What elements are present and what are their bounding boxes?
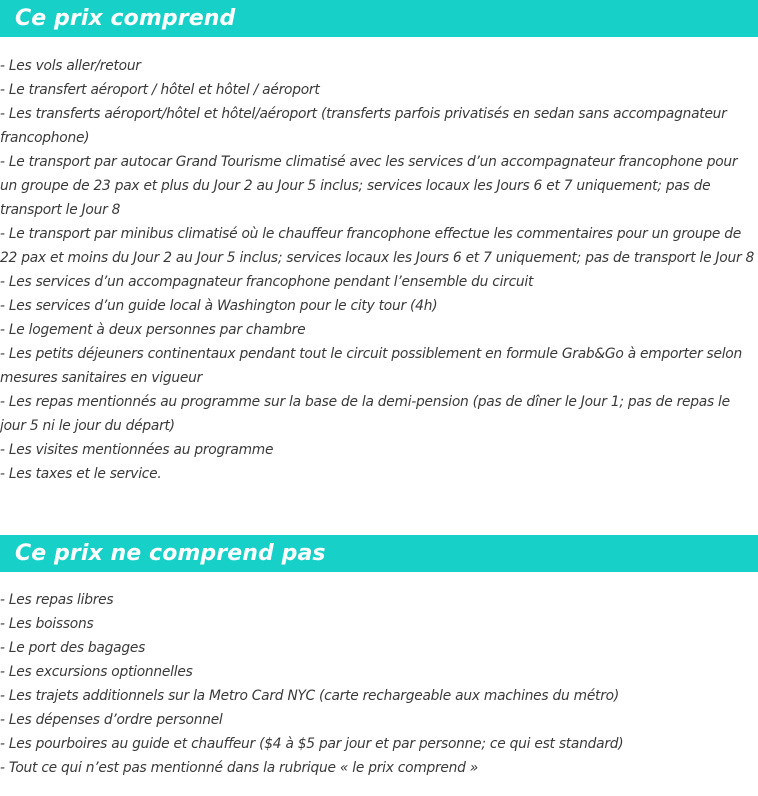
list-item: - Les transferts aéroport/hôtel et hôtel/aéroport (transferts parfois privatisés en sedan sans accompagnateur francophone) — [0, 106, 727, 146]
list-item: - Les taxes et le service. — [0, 466, 162, 482]
section-header-excludes — [0, 535, 758, 572]
list-item: - Les visites mentionnées au programme — [0, 442, 274, 458]
list-item: - Les repas mentionnés au programme sur la base de la demi-pension (pas de dîner le Jour 1; pas de repas le jour 5 ni le jour du départ) — [0, 394, 730, 434]
list-item: - Les vols aller/retour — [0, 58, 141, 74]
list-item: - Le transport par minibus climatisé où le chauffeur francophone effectue les commentaires pour un groupe de 22 pax et moins du Jour 2 au Jour 5 inclus; services locaux les Jours 6 et 7 uniquement; pas de transport le Jour 8 — [0, 226, 755, 266]
list-item: - Le transfert aéroport / hôtel et hôtel / aéroport — [0, 82, 320, 98]
section-title-excludes: Ce prix ne comprend pas — [15, 541, 326, 566]
section-price-excludes — [0, 535, 758, 780]
list-item: - Les dépenses d’ordre personnel — [0, 712, 223, 728]
section-title-includes: Ce prix comprend — [15, 6, 236, 31]
list-item: - Les trajets additionnels sur la Metro Card NYC (carte rechargeable aux machines du métro) — [0, 688, 619, 704]
list-item: - Les petits déjeuners continentaux pendant tout le circuit possiblement en formule Grab&Go à emporter selon mesures sanitaires en vigueur — [0, 346, 742, 386]
list-item: - Le port des bagages — [0, 640, 146, 656]
included-list — [0, 54, 758, 486]
list-item: - Les services d’un accompagnateur francophone pendant l’ensemble du circuit — [0, 274, 534, 290]
section-header-includes — [0, 0, 758, 37]
list-item: - Les excursions optionnelles — [0, 664, 193, 680]
list-item: - Le logement à deux personnes par chambre — [0, 322, 306, 338]
list-item: - Le transport par autocar Grand Tourisme climatisé avec les services d’un accompagnateur francophone pour un groupe de 23 pax et plus du Jour 2 au Jour 5 inclus; services locaux les Jours 6 et 7 uniquement; pas de transport le Jour 8 — [0, 154, 738, 218]
list-item: - Les pourboires au guide et chauffeur ($4 à $5 par jour et par personne; ce qui est standard) — [0, 736, 624, 752]
list-item: - Tout ce qui n’est pas mentionné dans la rubrique « le prix comprend » — [0, 760, 479, 776]
list-item: - Les services d’un guide local à Washington pour le city tour (4h) — [0, 298, 438, 314]
list-item: - Les repas libres — [0, 592, 114, 608]
list-item: - Les boissons — [0, 616, 94, 632]
excluded-list — [0, 588, 758, 780]
